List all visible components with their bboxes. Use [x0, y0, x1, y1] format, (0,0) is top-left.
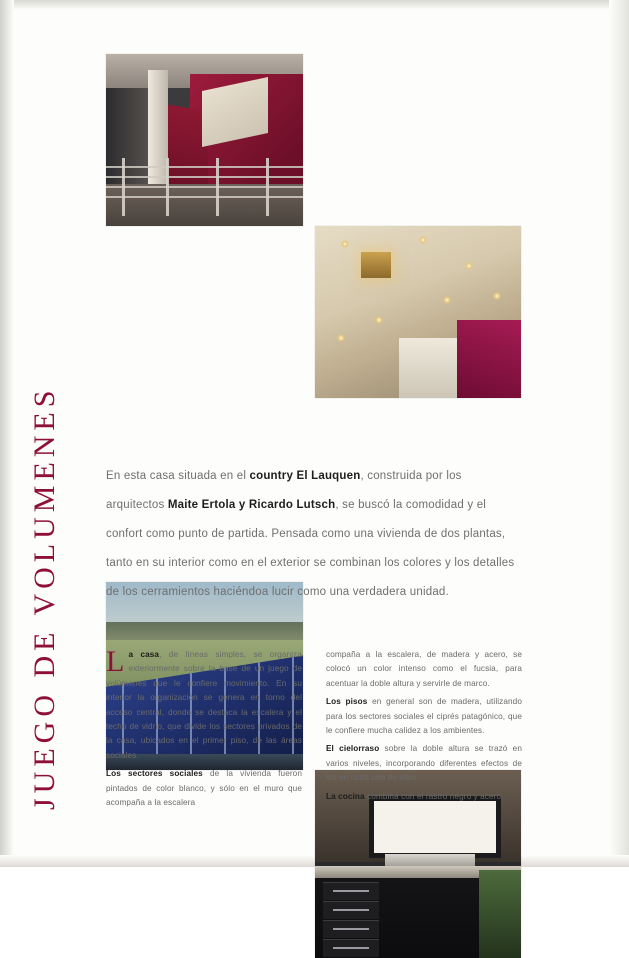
photo4-drawer-handle: [333, 890, 369, 892]
body-column-right: [326, 648, 522, 808]
body-column-left: [106, 645, 302, 814]
intro-text-part1: En esta casa situada en el: [106, 470, 250, 482]
photo-grid: [106, 54, 521, 426]
photo2-downlight: [419, 236, 427, 244]
lead-in-sectores-sociales: Los sectores sociales: [106, 769, 203, 779]
paragraph-right-4: [326, 790, 522, 804]
photo1-railing-bar: [106, 186, 303, 188]
lead-in-la-casa: a casa: [128, 650, 160, 659]
paragraph-left-1: [106, 645, 302, 763]
photo1-floor: [106, 184, 303, 226]
paragraph-right-2-text: en general son de madera, utilizando para los sectores sociales el ciprés patagónico, que le confiere mucha calidez a los ambientes.: [326, 697, 522, 736]
intro-text-part3: , se buscó la comodidad y el confort como punto de partida. Pensada como una vivienda de dos plantas, tanto en su interior como en el exterior se combinan los colores y los detalles de los cerramientos haciéndoa lucir como una verdadera unidad.: [106, 499, 515, 598]
photo2-downlight: [341, 240, 349, 248]
photo1-railing-post: [266, 158, 269, 216]
photo2-skylight-fixture: [361, 252, 391, 278]
photo4-drawer-handle: [333, 909, 369, 911]
body-columns: [106, 645, 522, 848]
paragraph-left-1-text: , de líneas simples, se organiza exteriormente sobre la base de un juego de volúmenes que le confiere movimiento. En su interior la organización se genera en torno del acceso central, donde se destaca la escalera y el techo de vidrio, que divide los sectores privados de la casa, ubicados en el primer piso, de las áreas sociales.: [106, 650, 302, 760]
scan-edge-top: [0, 0, 629, 10]
paragraph-left-2: [106, 767, 302, 810]
photo4-drawer-handle: [333, 947, 369, 949]
intro-paragraph: [106, 462, 522, 607]
paragraph-left-2-text: de la vivienda fueron pintados de color blanco, y sólo en el muro que acompaña a la escalera: [106, 769, 302, 808]
photo2-white-wall: [399, 338, 457, 398]
paragraph-right-3-text: sobre la doble altura se trazó en varios niveles, incorporando diferentes efectos de luz en cada uno de ellos.: [326, 744, 522, 783]
page-title-vertical: JUEGO DE VOLUMENES: [28, 385, 61, 810]
photo1-railing-bar: [106, 166, 303, 168]
photo2-downlight: [375, 316, 383, 324]
photo1-railing-bar: [106, 176, 303, 178]
scan-edge-left: [0, 0, 14, 867]
photo2-downlight: [337, 334, 345, 342]
photo4-green-panel: [479, 870, 521, 958]
photo2-magenta-wall: [457, 320, 521, 398]
paragraph-right-3: [326, 742, 522, 785]
paragraph-right-1-text: compaña a la escalera, de madera y acero, se colocó un color intenso como el fucsia, para acentuar la doble altura y servirle de marco.: [326, 650, 522, 688]
lead-in-el-cielorraso: El cielorraso: [326, 744, 380, 754]
photo-interior-double-height-red-wall: [106, 54, 303, 226]
photo1-railing-post: [216, 158, 219, 216]
photo-ceiling-downlights: [315, 226, 521, 398]
intro-text-part2: , construida por los arquitectos: [106, 470, 462, 511]
photo1-railing-post: [122, 158, 125, 216]
paragraph-right-2: [326, 695, 522, 738]
intro-bold-architects: Maite Ertola y Ricardo Lutsch: [167, 499, 336, 511]
photo1-railing-post: [166, 158, 169, 216]
paragraph-right-4-text: combina con el rastro negro y acero: [364, 791, 502, 801]
scan-edge-right: [609, 0, 629, 867]
lead-in-los-pisos: Los pisos: [326, 697, 368, 707]
lead-in-la-cocina: La cocina: [326, 791, 365, 801]
photo2-downlight: [493, 292, 501, 300]
photo2-downlight: [443, 296, 451, 304]
photo1-railing-bar: [106, 196, 303, 198]
intro-bold-country: country El Lauquen: [249, 470, 361, 482]
paragraph-right-1: [326, 648, 522, 691]
photo4-drawer-handle: [333, 928, 369, 930]
photo2-downlight: [465, 262, 473, 270]
drop-cap: L: [106, 645, 125, 678]
